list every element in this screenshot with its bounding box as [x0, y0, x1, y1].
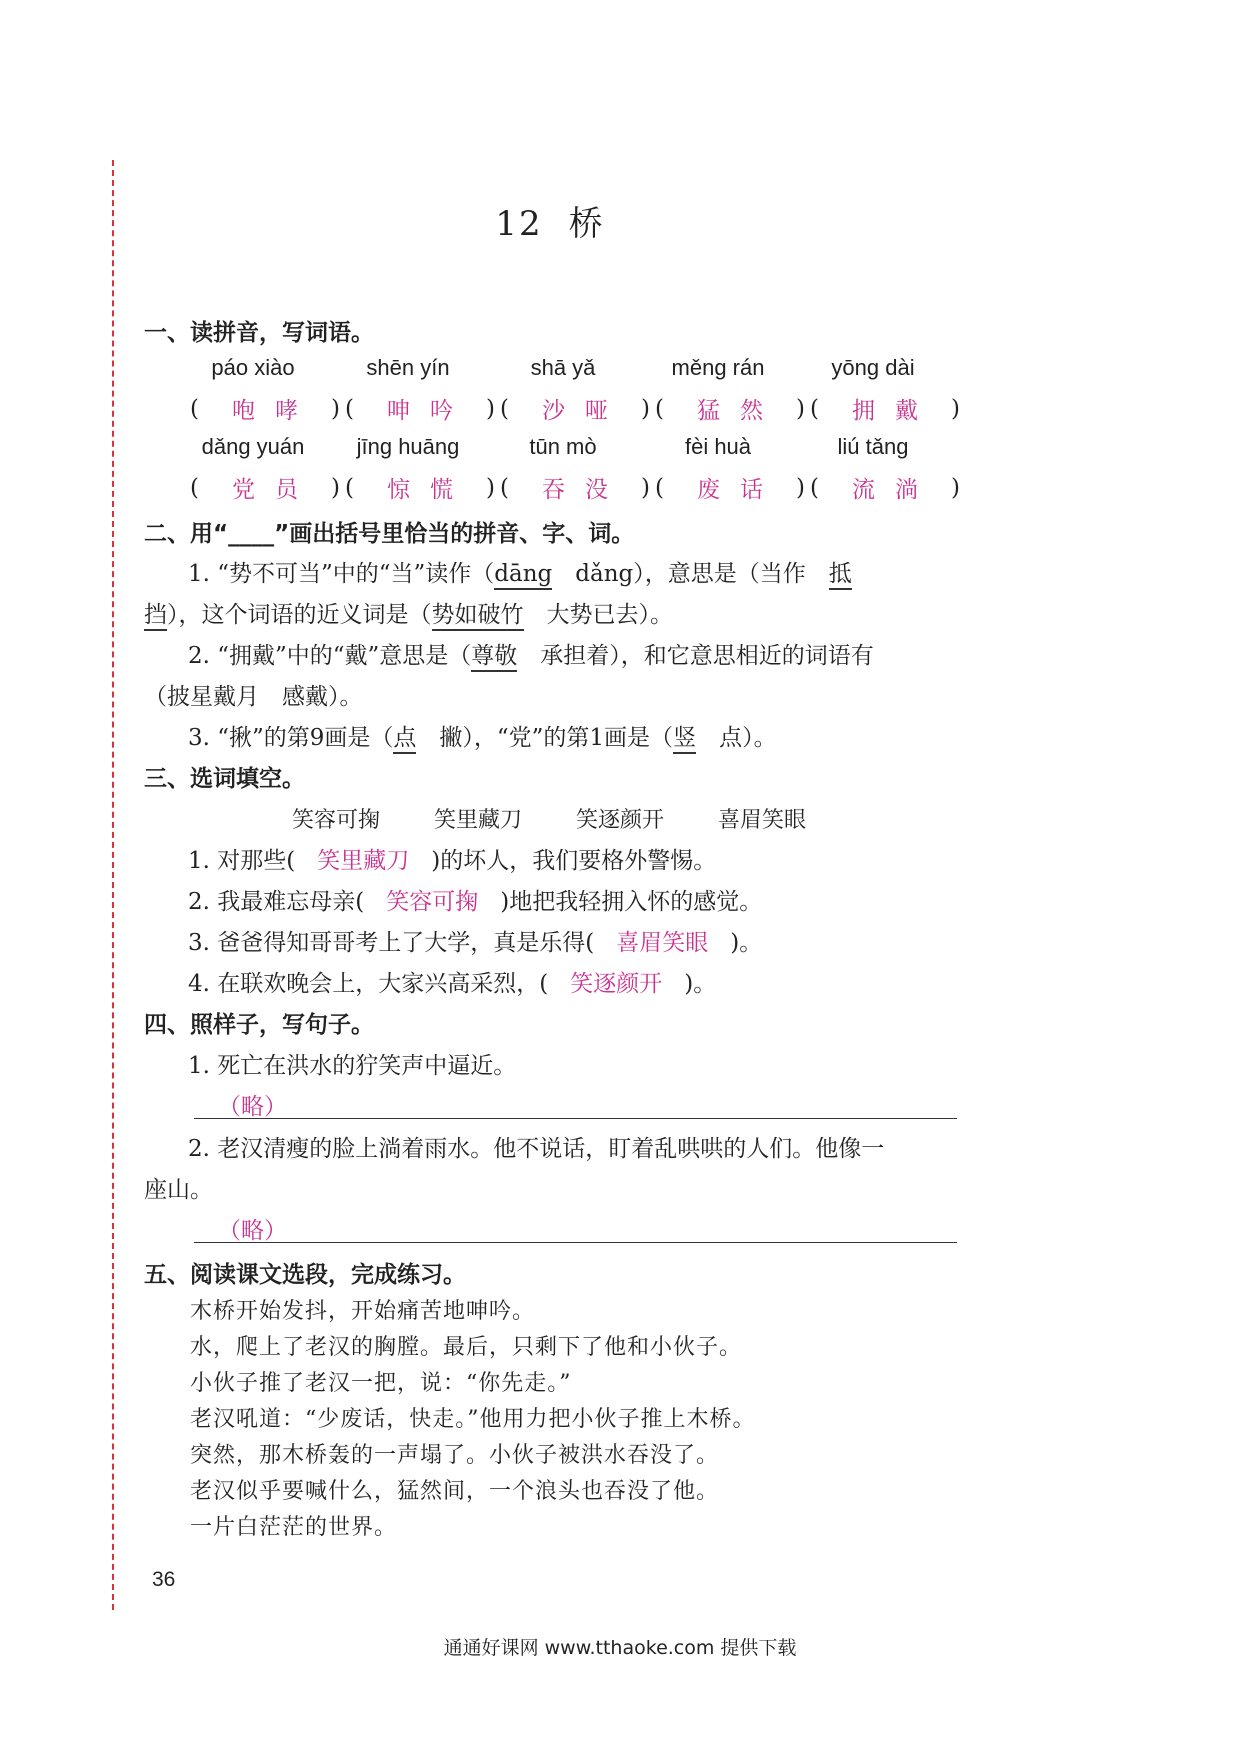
q3-item-1: 1. 对那些( 笑里藏刀 )的坏人，我们要格外警惕。: [188, 848, 717, 874]
selected-option: 点: [393, 725, 416, 754]
q4-item-1: 1. 死亡在洪水的狞笑声中逼近。: [188, 1053, 517, 1079]
section-4-heading: 四、照样子，写句子。: [144, 1012, 374, 1038]
word-choice-1: 笑容可掬: [292, 808, 381, 833]
answer-r2-c2: ( 惊慌 ): [345, 474, 495, 503]
pinyin-r2-c5: liú tǎng: [837, 434, 909, 459]
answer-r2-c1: ( 党员 ): [190, 474, 340, 503]
selected-option: dāng: [494, 561, 552, 590]
pinyin-r1-c1: páo xiào: [211, 355, 295, 380]
answer-r1-c1: ( 咆哮 ): [190, 395, 340, 424]
pinyin-r2-c3: tūn mò: [529, 434, 597, 459]
pinyin-r1-c4: měng rán: [671, 355, 765, 380]
answer-r1-c3: ( 沙哑 ): [500, 395, 650, 424]
selected-option: 竖: [673, 725, 696, 754]
answer-r1-c2: ( 呻吟 ): [345, 395, 495, 424]
word-choice-3: 笑逐颜开: [576, 808, 665, 833]
answer-line-2: [194, 1242, 957, 1243]
answer-r1-c5: ( 拥戴 ): [810, 395, 960, 424]
q2-item-2-line-1: 2. “拥戴”中的“戴”意思是（尊敬 承担着），和它意思相近的词语有: [188, 637, 874, 670]
pinyin-r1-c5: yōng dài: [831, 355, 915, 380]
filled-answer: 笑容可掬: [386, 889, 479, 915]
filled-answer: 笑逐颜开: [570, 971, 663, 997]
binding-margin-line: [112, 160, 114, 1610]
q3-item-3: 3. 爸爸得知哥哥考上了大学，真是乐得( 喜眉笑眼 )。: [188, 930, 763, 956]
passage-line-3: 小伙子推了老汉一把，说：“你先走。”: [190, 1371, 572, 1396]
lesson-number: 12: [495, 204, 543, 244]
q4-item-2-line-1: 2. 老汉清瘦的脸上淌着雨水。他不说话，盯着乱哄哄的人们。他像一: [188, 1136, 885, 1162]
q2-item-2-line-2: （披星戴月 感戴）。: [144, 684, 363, 710]
lesson-title: [0, 196, 1100, 245]
page-number: 36: [152, 1568, 176, 1591]
q3-item-4: 4. 在联欢晚会上，大家兴高采烈，( 笑逐颜开 )。: [188, 971, 717, 997]
lesson-name: 桥: [568, 204, 605, 244]
passage-line-2: 水，爬上了老汉的胸膛。最后，只剩下了他和小伙子。: [190, 1335, 743, 1360]
passage-line-4: 老汉吼道：“少废话，快走。”他用力把小伙子推上木桥。: [190, 1407, 756, 1432]
passage-line-1: 木桥开始发抖，开始痛苦地呻吟。: [190, 1299, 536, 1324]
pinyin-r2-c2: jīng huāng: [356, 434, 460, 459]
section-1-heading: 一、读拼音，写词语。: [144, 320, 374, 346]
q4-answer-1: （略）: [218, 1094, 287, 1120]
answer-line-1: [194, 1118, 957, 1119]
selected-option: 抵: [829, 561, 852, 590]
pinyin-r1-c2: shēn yín: [366, 355, 450, 380]
footer-credit: 通通好课网 www.tthaoke.com 提供下载: [443, 1637, 797, 1659]
answer-r2-c4: ( 废话 ): [655, 474, 805, 503]
passage-line-6: 老汉似乎要喊什么，猛然间，一个浪头也吞没了他。: [190, 1479, 720, 1504]
section-5-heading: 五、阅读课文选段，完成练习。: [144, 1262, 466, 1288]
pinyin-r1-c3: shā yǎ: [530, 355, 596, 380]
answer-r2-c5: ( 流淌 ): [810, 474, 960, 503]
answer-r1-c4: ( 猛然 ): [655, 395, 805, 424]
selected-option: 势如破竹: [432, 602, 524, 631]
q2-item-1-line-2: 挡），这个词语的近义词是（势如破竹 大势已去）。: [144, 596, 673, 629]
q3-item-2: 2. 我最难忘母亲( 笑容可掬 )地把我轻拥入怀的感觉。: [188, 889, 763, 915]
passage-line-7: 一片白茫茫的世界。: [190, 1515, 398, 1540]
q2-item-3: 3. “揪”的第9画是（点 撇），“党”的第1画是（竖 点）。: [188, 719, 777, 752]
pinyin-r2-c1: dǎng yuán: [201, 434, 305, 459]
q2-item-1-line-1: 1. “势不可当”中的“当”读作（dāng dǎng），意思是（当作 抵: [188, 555, 852, 588]
selected-option: 挡: [144, 602, 167, 631]
passage-line-5: 突然，那木桥轰的一声塌了。小伙子被洪水吞没了。: [190, 1443, 720, 1468]
pinyin-r2-c4: fèi huà: [684, 434, 752, 459]
q4-answer-2: （略）: [218, 1218, 287, 1244]
section-2-heading: 二、用“____”画出括号里恰当的拼音、字、词。: [144, 521, 635, 547]
selected-option: 尊敬: [471, 643, 517, 672]
filled-answer: 笑里藏刀: [317, 848, 410, 874]
word-choice-4: 喜眉笑眼: [718, 808, 807, 833]
answer-r2-c3: ( 吞没 ): [500, 474, 650, 503]
filled-answer: 喜眉笑眼: [616, 930, 709, 956]
section-3-heading: 三、选词填空。: [144, 766, 305, 792]
q4-item-2-line-2: 座山。: [144, 1177, 213, 1203]
word-choice-2: 笑里藏刀: [434, 808, 523, 833]
